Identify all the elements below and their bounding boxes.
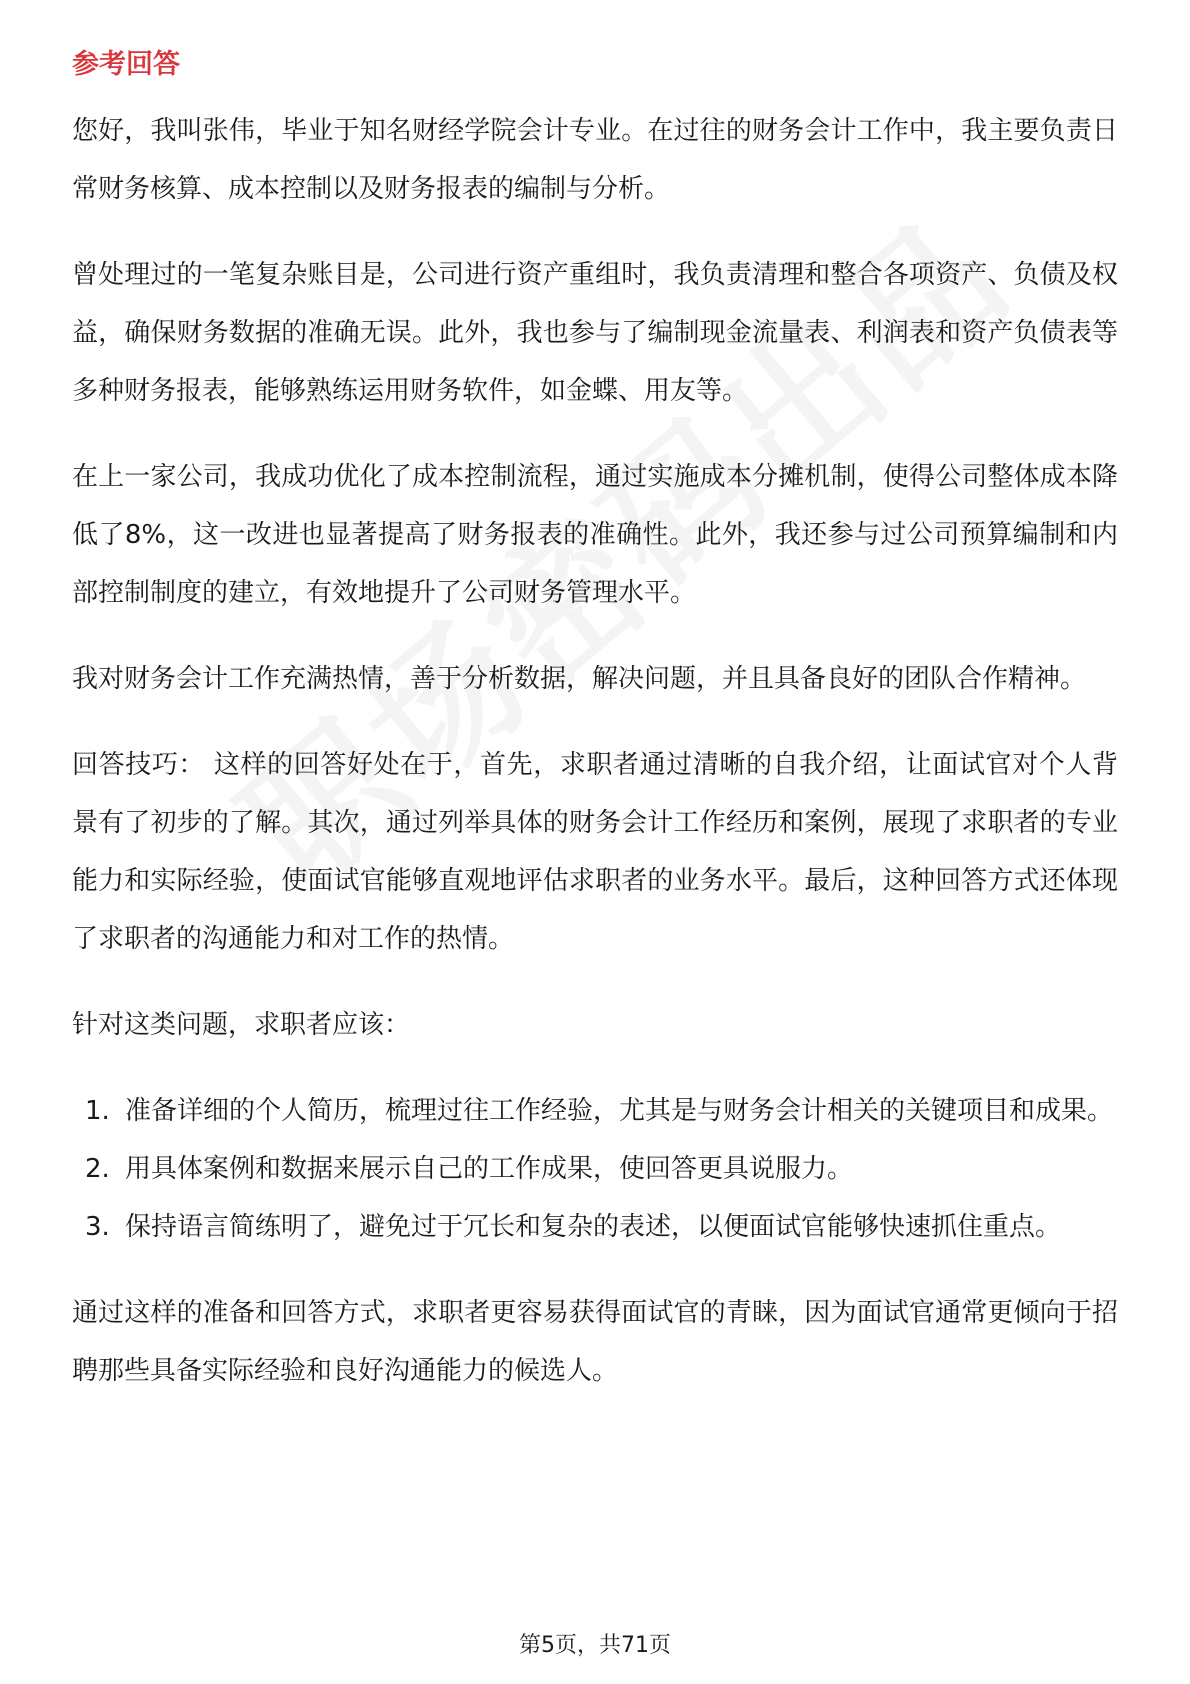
list-item	[72, 1140, 1118, 1198]
list-text: 保持语言简练明了，避免过于冗长和复杂的表述，以便面试官能够快速抓住重点。	[125, 1212, 1062, 1242]
paragraph-passion: 我对财务会计工作充满热情，善于分析数据，解决问题，并且具备良好的团队合作精神。	[72, 664, 1087, 694]
list-item	[72, 1198, 1118, 1256]
paragraph-achievement: 在上一家公司，我成功优化了成本控制流程，通过实施成本分摊机制，使得公司整体成本降低了8%，这一改进也显著提高了财务报表的准确性。此外，我还参与过公司预算编制和内部控制制度的建立，有效地提升了公司财务管理水平。	[72, 462, 1118, 608]
list-number: 3.	[85, 1212, 110, 1242]
paragraph-tips: 回答技巧： 这样的回答好处在于，首先，求职者通过清晰的自我介绍，让面试官对个人背景有了初步的了解。其次，通过列举具体的财务会计工作经历和案例，展现了求职者的专业能力和实际经验，使面试官能够直观地评估求职者的业务水平。最后，这种回答方式还体现了求职者的沟通能力和对工作的热情。	[72, 750, 1118, 954]
list-text: 准备详细的个人简历，梳理过往工作经验，尤其是与财务会计相关的关键项目和成果。	[125, 1096, 1114, 1126]
list-text: 用具体案例和数据来展示自己的工作成果，使回答更具说服力。	[125, 1154, 854, 1184]
document-page	[72, 40, 1118, 1428]
paragraph-experience: 曾处理过的一笔复杂账目是，公司进行资产重组时，我负责清理和整合各项资产、负债及权益，确保财务数据的准确无误。此外，我也参与了编制现金流量表、利润表和资产负债表等多种财务报表，能够熟练运用财务软件，如金蝶、用友等。	[72, 260, 1118, 406]
list-number: 2.	[85, 1154, 110, 1184]
paragraph-closing: 通过这样的准备和回答方式，求职者更容易获得面试官的青睐，因为面试官通常更倾向于招聘那些具备实际经验和良好沟通能力的候选人。	[72, 1298, 1118, 1386]
list-number: 1.	[85, 1096, 110, 1126]
paragraph-list-intro: 针对这类问题，求职者应该：	[72, 1010, 411, 1040]
advice-list	[72, 1082, 1118, 1256]
page-footer: 第5页，共71页	[519, 1633, 671, 1658]
section-heading: 参考回答	[72, 49, 180, 80]
paragraph-intro: 您好，我叫张伟，毕业于知名财经学院会计专业。在过往的财务会计工作中，我主要负责日常财务核算、成本控制以及财务报表的编制与分析。	[72, 116, 1118, 204]
list-item	[72, 1082, 1118, 1140]
